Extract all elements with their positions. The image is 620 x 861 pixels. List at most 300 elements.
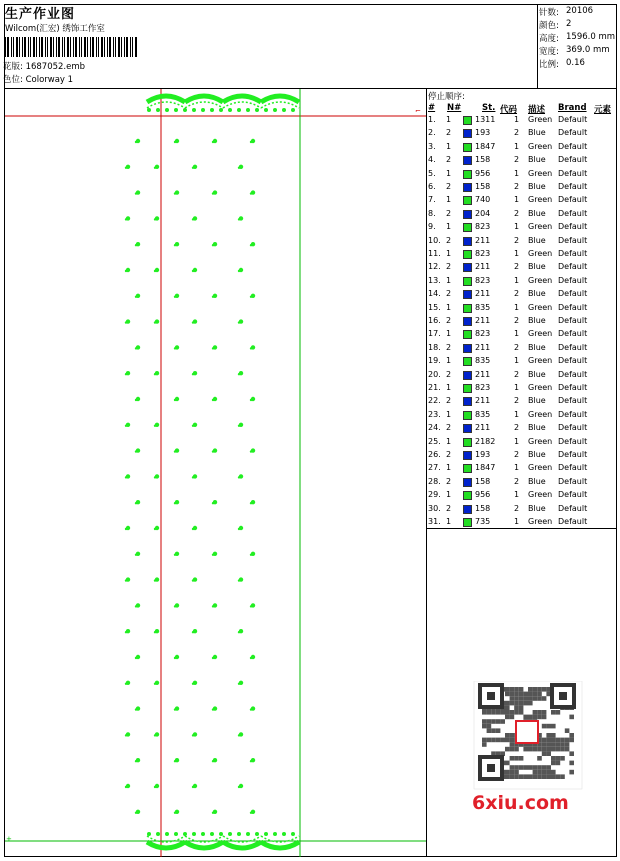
row-index: 11.	[428, 249, 441, 258]
qr-module	[519, 687, 524, 692]
qr-logo	[516, 721, 538, 743]
motif-dot	[135, 760, 137, 762]
barcode-bar	[7, 37, 9, 57]
motif-dot	[192, 786, 194, 788]
lace-dot	[219, 108, 223, 112]
stop-sequence-heading: 停止顺序:	[428, 92, 465, 102]
row-brand: Default	[558, 369, 588, 379]
motif-dot	[212, 450, 214, 452]
motif-dot	[238, 631, 240, 633]
motif-dot	[238, 270, 240, 272]
row-code: 2	[514, 182, 520, 191]
motif-dot	[154, 321, 156, 323]
row-code: 1	[514, 490, 520, 500]
qr-module	[514, 696, 519, 701]
motif-dot	[192, 167, 194, 169]
barcode-bar	[47, 37, 48, 57]
stat-scale	[539, 58, 585, 70]
barcode-bar	[36, 37, 37, 57]
barcode-bar	[130, 37, 131, 57]
row-brand: Default	[558, 316, 588, 325]
row-stitches: 956	[475, 490, 491, 500]
qr-module	[505, 687, 510, 692]
legend-row	[428, 477, 616, 490]
qr-module	[533, 774, 538, 779]
legend-row	[428, 463, 616, 476]
row-needle: 2	[446, 396, 452, 406]
row-stitches: 193	[475, 128, 491, 138]
barcode-bar	[67, 37, 69, 57]
qr-module	[533, 747, 538, 752]
lace-dot	[282, 832, 286, 836]
qr-module	[528, 696, 533, 701]
qr-module	[528, 687, 533, 692]
barcode-bar	[70, 37, 71, 57]
colorway	[3, 73, 73, 85]
row-index: 5.	[428, 168, 436, 178]
legend-row	[428, 115, 616, 128]
row-stitches: 835	[475, 302, 491, 312]
qr-module	[537, 715, 542, 720]
legend-row	[428, 423, 616, 436]
row-stitches: 1847	[475, 463, 496, 473]
barcode-bar	[58, 37, 60, 57]
qr-module	[546, 774, 551, 779]
barcode-bar	[24, 37, 26, 57]
motif-dot	[174, 244, 176, 246]
row-needle: 2	[446, 316, 452, 325]
motif-dot	[174, 192, 176, 194]
barcode-bar	[90, 37, 91, 57]
row-stitches: 956	[475, 168, 491, 178]
row-needle: 1	[446, 249, 452, 258]
motif-dot	[250, 708, 252, 710]
color-swatch	[463, 223, 472, 232]
row-needle: 1	[446, 517, 452, 526]
legend-row	[428, 396, 616, 409]
motif-dot	[154, 167, 156, 169]
lace-wave	[147, 96, 299, 102]
row-needle: 1	[446, 490, 452, 500]
qr-module	[537, 770, 542, 775]
col-needle: N#	[447, 103, 462, 113]
stat-label: 高度:	[539, 34, 559, 44]
qr-module	[533, 715, 538, 720]
qr-module	[551, 710, 556, 715]
row-description: Blue	[528, 182, 546, 191]
motif-dot	[135, 192, 137, 194]
row-needle: 1	[446, 463, 452, 473]
row-brand: Default	[558, 302, 588, 312]
qr-module	[569, 761, 574, 766]
lace-dot	[246, 832, 250, 836]
lace-dot	[147, 108, 151, 112]
row-brand: Default	[558, 409, 588, 419]
qr-finder	[487, 692, 495, 700]
row-needle: 2	[446, 503, 452, 513]
motif-dot	[174, 554, 176, 556]
motif-dot	[250, 347, 252, 349]
barcode-bar	[98, 37, 99, 57]
row-description: Blue	[528, 289, 546, 299]
motif-dot	[174, 760, 176, 762]
lace-dot	[147, 832, 151, 836]
col-code: 代码	[500, 105, 518, 115]
barcode-bar	[33, 37, 35, 57]
lace-dot	[228, 108, 232, 112]
barcode-bar	[64, 37, 65, 57]
motif-dot	[250, 192, 252, 194]
motif-dot	[250, 812, 252, 814]
row-needle: 2	[446, 289, 452, 299]
qr-module	[500, 710, 505, 715]
legend-row	[428, 490, 616, 503]
row-description: Green	[528, 409, 553, 419]
qr-module	[551, 756, 556, 761]
qr-module	[510, 701, 515, 706]
row-brand: Default	[558, 517, 588, 526]
row-index: 24.	[428, 423, 441, 433]
motif-dot	[250, 399, 252, 401]
motif-dot	[250, 141, 252, 143]
row-description: Blue	[528, 450, 546, 459]
qr-module	[556, 747, 561, 752]
qr-module	[560, 756, 565, 761]
lace-dot	[228, 832, 232, 836]
row-description: Blue	[528, 396, 546, 406]
motif-dot	[154, 218, 156, 220]
qr-module	[542, 715, 547, 720]
motif-dot	[238, 579, 240, 581]
qr-module	[505, 747, 510, 752]
lace-dot	[174, 832, 178, 836]
qr-module	[542, 770, 547, 775]
stat-label: 针数:	[539, 8, 559, 18]
barcode-bar	[87, 37, 88, 57]
lace-wave	[147, 842, 299, 848]
row-stitches: 823	[475, 329, 491, 339]
row-brand: Default	[558, 115, 588, 124]
qr-module	[487, 710, 492, 715]
row-needle: 1	[446, 115, 452, 124]
qr-module	[510, 710, 515, 715]
qr-module	[514, 692, 519, 697]
motif-dot	[238, 683, 240, 685]
row-code: 1	[514, 329, 520, 339]
qr-module	[510, 715, 515, 720]
qr-module	[560, 747, 565, 752]
qr-module	[514, 756, 519, 761]
row-brand: Default	[558, 490, 588, 500]
qr-module	[510, 756, 515, 761]
row-index: 22.	[428, 396, 441, 406]
qr-module	[533, 692, 538, 697]
qr-module	[523, 696, 528, 701]
motif-dot	[250, 502, 252, 504]
row-description: Green	[528, 490, 553, 500]
row-description: Blue	[528, 262, 546, 272]
color-swatch	[463, 397, 472, 406]
row-description: Green	[528, 275, 553, 285]
qr-module	[510, 747, 515, 752]
row-code: 2	[514, 369, 520, 379]
qr-module	[510, 770, 515, 775]
row-brand: Default	[558, 476, 588, 486]
legend-row	[428, 128, 616, 141]
barcode-bar	[96, 37, 97, 57]
motif-dot	[154, 683, 156, 685]
row-index: 7.	[428, 195, 436, 205]
motif-dot	[125, 683, 127, 685]
legend-row	[428, 410, 616, 423]
qr-module	[551, 774, 556, 779]
motif-dot	[135, 296, 137, 298]
color-swatch	[463, 451, 472, 460]
qr-module	[569, 770, 574, 775]
row-code: 1	[514, 302, 520, 312]
barcode-bar	[115, 37, 116, 57]
barcode-bar	[132, 37, 133, 57]
row-code: 2	[514, 155, 520, 165]
qr-module	[565, 738, 570, 743]
barcode-bar	[56, 37, 57, 57]
barcode-bar	[45, 37, 46, 57]
color-swatch	[463, 183, 472, 192]
motif-dot	[125, 425, 127, 427]
motif-dot	[125, 373, 127, 375]
row-code: 2	[514, 396, 520, 406]
motif-dot	[212, 347, 214, 349]
motif-dot	[125, 631, 127, 633]
color-swatch	[463, 196, 472, 205]
qr-module	[487, 724, 492, 729]
motif-dot	[125, 321, 127, 323]
lace-dot	[183, 832, 187, 836]
row-stitches: 211	[475, 262, 491, 272]
motif-dot	[154, 786, 156, 788]
row-brand: Default	[558, 182, 588, 191]
row-index: 23.	[428, 409, 441, 419]
qr-module	[523, 701, 528, 706]
row-brand: Default	[558, 463, 588, 473]
qr-module	[556, 710, 561, 715]
qr-module	[551, 738, 556, 743]
color-swatch	[463, 411, 472, 420]
row-stitches: 211	[475, 396, 491, 406]
qr-module	[514, 701, 519, 706]
qr-module	[514, 710, 519, 715]
row-stitches: 823	[475, 383, 491, 392]
row-description: Blue	[528, 503, 546, 513]
row-code: 2	[514, 262, 520, 272]
lace-wave	[147, 102, 299, 108]
qr-module	[560, 774, 565, 779]
motif-dot	[125, 579, 127, 581]
motif-dot	[154, 528, 156, 530]
row-brand: Default	[558, 275, 588, 285]
row-code: 1	[514, 168, 520, 178]
motif-dot	[238, 425, 240, 427]
row-stitches: 204	[475, 208, 491, 218]
qr-module	[546, 742, 551, 747]
motif-dot	[238, 321, 240, 323]
barcode-bar	[121, 37, 122, 57]
lace-border	[147, 96, 299, 112]
color-swatch	[463, 116, 472, 125]
motif-dot	[154, 425, 156, 427]
color-swatch	[463, 317, 472, 326]
row-stitches: 211	[475, 423, 491, 433]
row-index: 17.	[428, 329, 441, 339]
qr-module	[533, 765, 538, 770]
qr-module	[505, 692, 510, 697]
row-stitches: 835	[475, 409, 491, 419]
barcode-bar	[109, 37, 111, 57]
qr-module	[560, 738, 565, 743]
row-description: Blue	[528, 128, 546, 138]
stat-width	[539, 45, 610, 57]
embroidery-preview	[5, 89, 426, 857]
row-needle: 2	[446, 262, 452, 272]
barcode-bar	[39, 37, 40, 57]
row-description: Green	[528, 222, 553, 232]
row-index: 14.	[428, 289, 441, 299]
motif-dot	[174, 347, 176, 349]
motif-dot	[174, 605, 176, 607]
lace-dot	[273, 832, 277, 836]
qr-module	[551, 747, 556, 752]
qr-module	[551, 724, 556, 729]
colorway-label: 色位:	[3, 75, 23, 85]
color-swatch	[463, 518, 472, 527]
row-index: 21.	[428, 383, 441, 392]
row-description: Blue	[528, 235, 546, 245]
motif-dot	[212, 812, 214, 814]
stat-value: 1596.0 mm	[566, 32, 616, 42]
motif-dot	[192, 528, 194, 530]
qr-module	[510, 774, 515, 779]
barcode-bar	[92, 37, 94, 57]
row-index: 9.	[428, 222, 436, 232]
qr-module	[514, 705, 519, 710]
qr-module	[533, 710, 538, 715]
row-code: 2	[514, 289, 520, 299]
qr-module	[523, 765, 528, 770]
col-description: 描述	[528, 105, 546, 115]
qr-module	[537, 692, 542, 697]
motif-dot	[212, 760, 214, 762]
corner-marker: ⌐	[415, 107, 421, 115]
col-brand: Brand	[558, 103, 587, 113]
motif-dot	[192, 425, 194, 427]
motif-dot	[125, 528, 127, 530]
color-swatch	[463, 277, 472, 286]
legend-row	[428, 169, 616, 182]
row-code: 1	[514, 517, 520, 526]
qr-module	[546, 747, 551, 752]
barcode-bar	[135, 37, 137, 57]
qr-module	[519, 756, 524, 761]
legend-row	[428, 209, 616, 222]
motif-dot	[174, 296, 176, 298]
qr-module	[514, 770, 519, 775]
barcode-bar	[22, 37, 23, 57]
qr-module	[487, 728, 492, 733]
motif-dot	[238, 167, 240, 169]
motif-dot	[154, 631, 156, 633]
legend-row	[428, 450, 616, 463]
motif-dot	[238, 218, 240, 220]
row-needle: 1	[446, 329, 452, 339]
legend-row	[428, 236, 616, 249]
row-code: 2	[514, 235, 520, 245]
row-needle: 2	[446, 423, 452, 433]
color-swatch	[463, 478, 472, 487]
barcode-bar	[28, 37, 29, 57]
row-code: 1	[514, 383, 520, 392]
motif-dot	[174, 450, 176, 452]
row-stitches: 1311	[475, 115, 496, 124]
barcode-bar	[41, 37, 43, 57]
row-brand: Default	[558, 155, 588, 165]
row-description: Green	[528, 383, 553, 392]
row-stitches: 158	[475, 476, 491, 486]
row-index: 12.	[428, 262, 441, 272]
qr-module	[542, 751, 547, 756]
row-stitches: 1847	[475, 141, 496, 151]
qr-module	[537, 687, 542, 692]
lace-dot	[156, 108, 160, 112]
motif-dot	[250, 605, 252, 607]
qr-module	[482, 724, 487, 729]
row-needle: 2	[446, 342, 452, 352]
row-index: 20.	[428, 369, 441, 379]
row-code: 1	[514, 249, 520, 258]
legend-row	[428, 276, 616, 289]
row-index: 29.	[428, 490, 441, 500]
row-stitches: 740	[475, 195, 491, 205]
motif-dot	[174, 502, 176, 504]
lace-dot	[237, 108, 241, 112]
qr-module	[510, 742, 515, 747]
row-description: Blue	[528, 316, 546, 325]
motif-dot	[250, 657, 252, 659]
row-code: 2	[514, 128, 520, 138]
company-name: Wilcom(汇宏) 绣饰工作室	[5, 24, 105, 34]
pattern-file	[3, 60, 85, 72]
qr-module	[496, 728, 501, 733]
row-description: Blue	[528, 423, 546, 433]
row-index: 16.	[428, 316, 441, 325]
row-needle: 2	[446, 208, 452, 218]
legend-row	[428, 262, 616, 275]
qr-module	[546, 724, 551, 729]
motif-dot	[238, 476, 240, 478]
row-brand: Default	[558, 423, 588, 433]
qr-module	[556, 756, 561, 761]
qr-module	[528, 692, 533, 697]
lace-dot	[282, 108, 286, 112]
motif-dot	[135, 347, 137, 349]
qr-module	[537, 756, 542, 761]
color-swatch	[463, 424, 472, 433]
row-needle: 2	[446, 235, 452, 245]
qr-module	[482, 738, 487, 743]
stat-stitches	[539, 6, 594, 18]
legend-bottom-rule	[427, 528, 617, 529]
row-index: 8.	[428, 208, 436, 218]
row-stitches: 211	[475, 342, 491, 352]
